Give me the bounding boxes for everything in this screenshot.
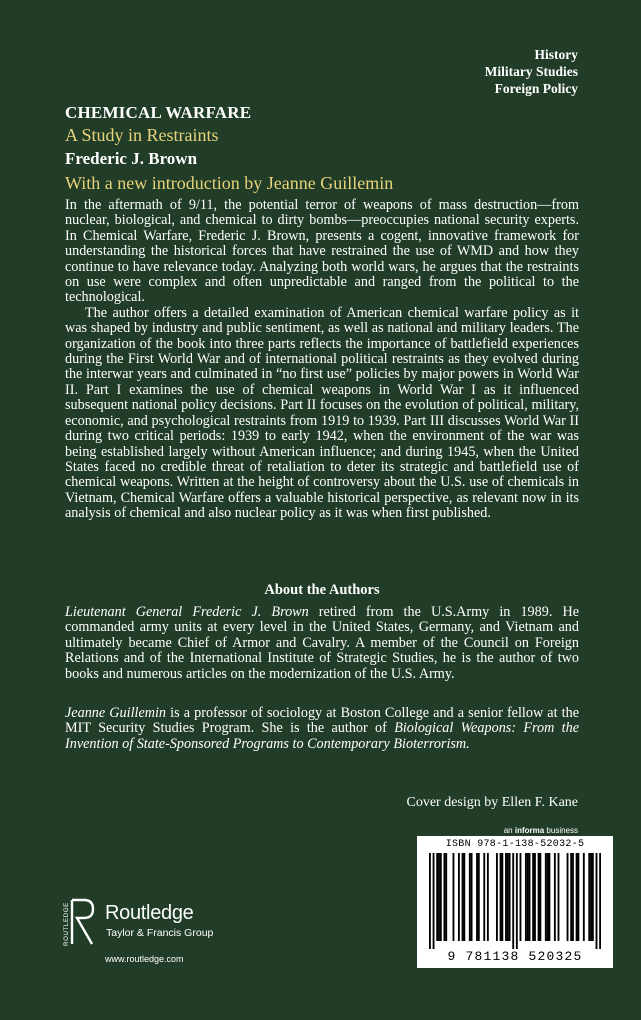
barcode-bar [583,853,585,941]
brown-name: Lieutenant General Frederic J. Brown [65,604,309,620]
informa-suffix: business [544,826,578,835]
barcode-bar [525,853,527,941]
informa-business-tag [504,826,578,835]
barcode-bar [545,853,547,941]
barcode-bar [548,853,550,941]
category-foreign-policy: Foreign Policy [494,81,578,96]
guillemin-bio-text: is a professor of sociology at Boston College and a senior fellow at the MIT Security Studies Program. She is the author of [65,705,579,737]
barcode-bar [487,853,489,941]
intro-credit: With a new introduction by Jeanne Guillemin [65,173,394,193]
subject-categories [485,46,578,97]
isbn-label: ISBN 978-1-138-52032-5 [445,839,585,850]
barcode-bar [547,853,549,941]
book-author: Frederic J. Brown [65,149,198,168]
barcode-bar [438,853,440,941]
description-paragraph-2: The author offers a detailed examination of American chemical warfare policy as it was shaped by industry and public sentiment, as well as national and military leaders. The organization of the book into three parts reflects the importance of battlefield experiences during the First World War and of international political restraints as they evolved during the interwar years and culminated in “no first use” policies by major powers in World War II. Part I examines the use of chemical weapons in World War I as it influenced subsequent national policy decisions. Part II focuses on the evolution of political, military, economic, and psychological restraints from 1919 to 1939. Part III discusses World War II during two critical periods: 1939 to early 1942, when the environment of the war was being established largely without American influence; and during 1945, when the United States faced no credible threat of retaliation to deter its strategic and battlefield use of chemical weapons. Written at the height of controversy about the U.S. use of chemicals in Vietnam, Chemical Warfare offers a valuable historical perspective, as relevant now in its analysis of chemical and also nuclear policy as it was when first published. [65,304,579,522]
barcode-bar [445,853,447,941]
barcode-bar [501,853,503,941]
barcode-bar [478,853,480,941]
about-authors-heading: About the Authors [264,582,380,598]
book-description [65,198,579,522]
barcode-bar [590,853,592,941]
category-history: History [534,47,578,62]
barcode-bar [534,853,536,941]
barcode-bar [453,853,455,941]
barcode-bar [592,853,594,941]
barcode-bar [443,853,445,941]
logo-vertical-text: ROUTLEDGE [63,902,70,946]
barcode-bar [567,853,569,941]
barcode-bar [516,853,518,949]
barcode-bar [433,853,435,949]
cover-design-credit: Cover design by Ellen F. Kane [406,795,578,810]
barcode-bar [576,853,578,941]
barcode-bar [471,853,473,941]
barcode-bar [588,853,590,941]
barcode-bar [554,853,556,941]
publisher-website: www.routledge.com [105,954,184,964]
guillemin-bio [65,706,579,752]
informa-prefix: an [503,826,515,835]
barcode-bar [463,853,465,941]
barcode-bar [538,853,540,941]
barcode-bar [509,853,511,941]
barcode-bar [507,853,509,941]
barcode-bar [496,853,498,941]
barcode-bar [520,853,522,941]
barcode-bar [596,853,598,949]
isbn-number: 9 781138 520325 [447,949,583,964]
routledge-logo-icon [62,898,98,948]
barcode-bar [577,853,579,941]
barcode-bar [505,853,507,941]
guillemin-book-title: Biological Weapons: From the Invention of State-Sponsored Programs to Contemporary Bioterrorism. [65,720,579,752]
publisher-group: Taylor & Francis Group [106,927,214,939]
barcode-bar [529,853,531,941]
barcode-bar [469,853,471,941]
barcode-bar [440,853,442,941]
barcode-bar [436,853,438,941]
publisher-name: Routledge [105,902,194,924]
barcode-bar [570,853,572,941]
barcode-bar [462,853,464,941]
barcode-bar [539,853,541,941]
description-paragraph-1: In the aftermath of 9/11, the potential terror of weapons of mass destruction—from nuclear, biological, and chemical to dirty bombs—preoccupies national security experts. In Chemical Warfare, Frederic J. Brown, presents a cogent, innovative framework for understanding the historical forces that have restrained the use of WMD and how they continue to have relevance today. Analyzing both world wars, he argues that the restraints on use were complex and often unpredictable and ranged from the political to the technological. [65,197,579,306]
barcode-bar [558,853,560,941]
barcode-bar [476,853,478,941]
barcode-bar [599,853,601,949]
informa-brand: informa [514,826,545,835]
brown-bio [65,605,579,682]
book-title: CHEMICAL WARFARE [65,103,252,122]
guillemin-name: Jeanne Guillemin [65,705,167,721]
barcode-bar [500,853,502,941]
barcode-bar [532,853,534,941]
barcode-bars [429,853,601,949]
barcode-bar [512,853,514,949]
book-subtitle: A Study in Restraints [65,125,219,145]
barcode-bar [458,853,460,941]
category-military-studies: Military Studies [484,64,578,79]
barcode-bar [483,853,485,941]
barcode-bar [527,853,529,941]
brown-bio-text: retired from the U.S.Army in 1989. He commanded army units at every level in the United States, Germany, and Vietnam and ultimately became Chief of Armor and Cavalry. A member of the Council on Foreign Relations and of the International Institute of Strategic Studies, he is the author of two books and numerous articles on the modernization of the U.S. Army. [65,604,579,682]
barcode-bar [429,853,431,949]
isbn-barcode [417,836,613,968]
barcode-bar [572,853,574,941]
